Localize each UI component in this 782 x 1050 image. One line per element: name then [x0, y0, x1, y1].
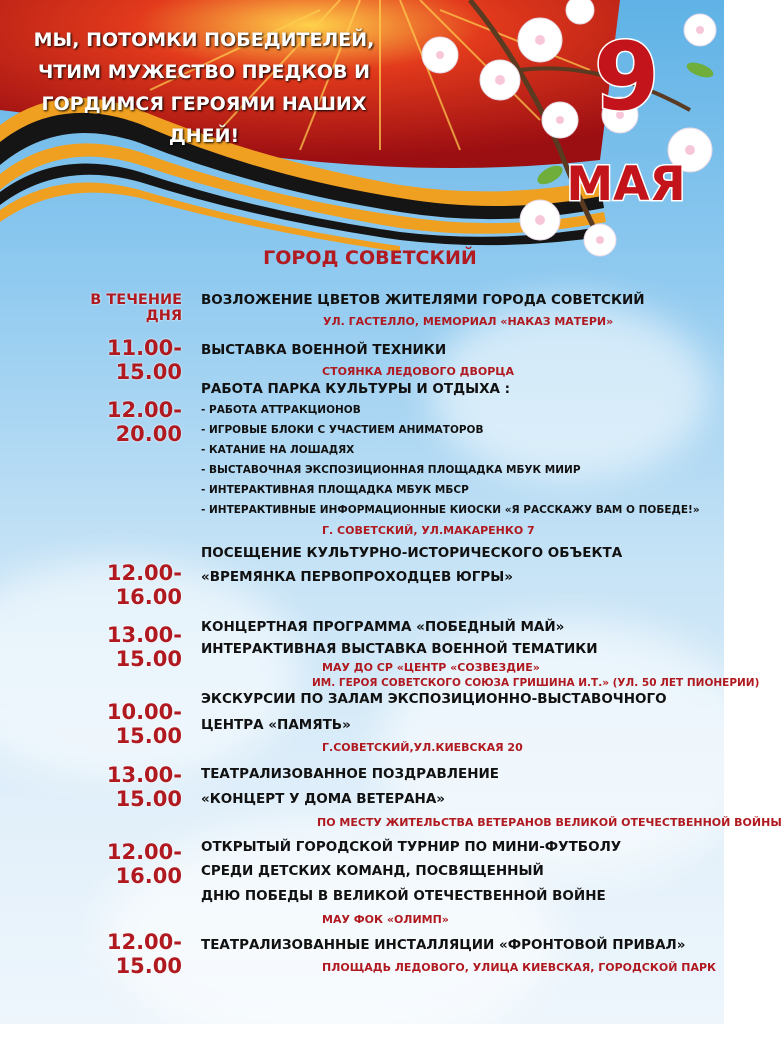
event-time: 12.00-15.00 [106, 930, 182, 978]
event-location: ПО МЕСТУ ЖИТЕЛЬСТВА ВЕТЕРАНОВ ВЕЛИКОЙ ОТЕЧЕСТВЕННОЙ ВОЙНЫ [317, 816, 782, 829]
event-title: «КОНЦЕРТ У ДОМА ВЕТЕРАНА» [201, 791, 446, 807]
slogan-line: ГОРДИМСЯ ГЕРОЯМИ НАШИХ ДНЕЙ! [41, 93, 367, 147]
event-time: 13.00-15.00 [106, 763, 182, 811]
event-title: ТЕАТРАЛИЗОВАННОЕ ПОЗДРАВЛЕНИЕ [201, 766, 500, 782]
event-location: МАУ ФОК «ОЛИМП» [322, 913, 449, 926]
event-list-item: - РАБОТА АТТРАКЦИОНОВ [201, 404, 361, 416]
city-title: ГОРОД СОВЕТСКИЙ [263, 247, 477, 269]
event-time: 13.00-15.00 [106, 623, 182, 671]
event-title: ОТКРЫТЫЙ ГОРОДСКОЙ ТУРНИР ПО МИНИ-ФУТБОЛУ [201, 839, 622, 855]
event-time: 11.00-15.00 [106, 336, 182, 384]
date-day: 9 [594, 23, 660, 132]
event-time: 12.00-16.00 [106, 561, 182, 609]
event-list-item: - ВЫСТАВОЧНАЯ ЭКСПОЗИЦИОННАЯ ПЛОЩАДКА МБУК МИИР [201, 464, 581, 476]
event-list-item: - КАТАНИЕ НА ЛОШАДЯХ [201, 444, 355, 456]
event-time: 12.00-20.00 [106, 398, 182, 446]
date-month: МАЯ [566, 157, 686, 212]
event-time: 10.00-15.00 [106, 700, 182, 748]
event-title: «ВРЕМЯНКА ПЕРВОПРОХОДЦЕВ ЮГРЫ» [201, 569, 513, 585]
event-location: Г.СОВЕТСКИЙ,УЛ.КИЕВСКАЯ 20 [322, 741, 523, 754]
event-title: ИНТЕРАКТИВНАЯ ВЫСТАВКА ВОЕННОЙ ТЕМАТИКИ [201, 641, 598, 657]
event-title: ТЕАТРАЛИЗОВАННЫЕ ИНСТАЛЛЯЦИИ «ФРОНТОВОЙ ПРИВАЛ» [201, 937, 686, 953]
event-title: РАБОТА ПАРКА КУЛЬТУРЫ И ОТДЫХА : [201, 381, 511, 397]
event-title: ЦЕНТРА «ПАМЯТЬ» [201, 717, 351, 733]
event-location: Г. СОВЕТСКИЙ, УЛ.МАКАРЕНКО 7 [322, 524, 535, 537]
event-title: ВЫСТАВКА ВОЕННОЙ ТЕХНИКИ [201, 342, 447, 358]
event-location: ИМ. ГЕРОЯ СОВЕТСКОГО СОЮЗА ГРИШИНА И.Т.» (УЛ. 50 ЛЕТ ПИОНЕРИИ) [312, 677, 760, 689]
slogan [14, 24, 394, 152]
event-list-item: - ИНТЕРАКТИВНАЯ ПЛОЩАДКА МБУК МБСР [201, 484, 469, 496]
event-list-item: - ИНТЕРАКТИВНЫЕ ИНФОРМАЦИОННЫЕ КИОСКИ «Я РАССКАЖУ ВАМ О ПОБЕДЕ!» [201, 504, 700, 516]
event-location: УЛ. ГАСТЕЛЛО, МЕМОРИАЛ «НАКАЗ МАТЕРИ» [323, 315, 614, 328]
event-title: ЭКСКУРСИИ ПО ЗАЛАМ ЭКСПОЗИЦИОННО-ВЫСТАВОЧНОГО [201, 691, 667, 707]
event-location: МАУ ДО СР «ЦЕНТР «СОЗВЕЗДИЕ» [322, 661, 540, 674]
event-location: ПЛОЩАДЬ ЛЕДОВОГО, УЛИЦА КИЕВСКАЯ, ГОРОДСКОЙ ПАРК [322, 961, 717, 974]
event-title: ДНЮ ПОБЕДЫ В ВЕЛИКОЙ ОТЕЧЕСТВЕННОЙ ВОЙНЕ [201, 888, 606, 904]
event-title: КОНЦЕРТНАЯ ПРОГРАММА «ПОБЕДНЫЙ МАЙ» [201, 619, 565, 635]
event-time: 12.00-16.00 [106, 840, 182, 888]
event-title: СРЕДИ ДЕТСКИХ КОМАНД, ПОСВЯЩЕННЫЙ [201, 863, 544, 879]
event-title: ПОСЕЩЕНИЕ КУЛЬТУРНО-ИСТОРИЧЕСКОГО ОБЪЕКТА [201, 545, 623, 561]
event-list-item: - ИГРОВЫЕ БЛОКИ С УЧАСТИЕМ АНИМАТОРОВ [201, 424, 484, 436]
slogan-line: МЫ, ПОТОМКИ ПОБЕДИТЕЛЕЙ, [33, 29, 375, 51]
event-title: ВОЗЛОЖЕНИЕ ЦВЕТОВ ЖИТЕЛЯМИ ГОРОДА СОВЕТСКИЙ [201, 292, 645, 308]
slogan-line: ЧТИМ МУЖЕСТВО ПРЕДКОВ И [37, 61, 371, 83]
event-time: В ТЕЧЕНИЕ ДНЯ [90, 292, 182, 324]
event-location: СТОЯНКА ЛЕДОВОГО ДВОРЦА [322, 365, 514, 378]
